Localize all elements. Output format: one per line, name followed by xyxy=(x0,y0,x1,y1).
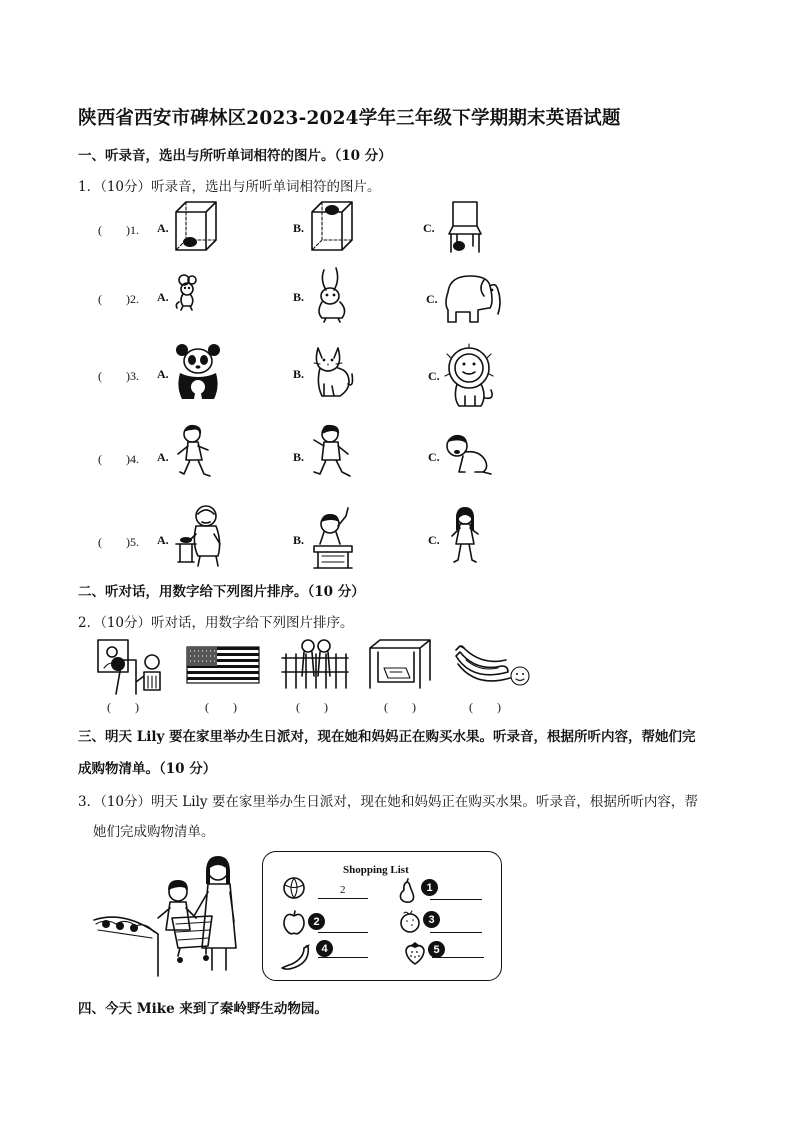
order-blank-1[interactable]: ( ) xyxy=(107,700,139,714)
answer-line-example[interactable] xyxy=(318,898,368,899)
box-ball-inside-icon xyxy=(172,200,222,252)
girl-running-icon xyxy=(176,424,212,488)
apple-icon xyxy=(282,910,306,936)
option-4a-label: A. xyxy=(157,450,169,464)
pear-icon xyxy=(398,878,416,904)
answer-blank-4[interactable]: ( )4. xyxy=(98,452,139,466)
section4-heading: 四、今天 Mike 来到了秦岭野生动物园。 xyxy=(78,1001,328,1017)
option-3a-label: A. xyxy=(157,367,169,381)
option-4c-label: C. xyxy=(428,450,440,464)
answer-line-2[interactable] xyxy=(318,932,368,933)
badge-1: 1 xyxy=(421,879,438,896)
shopping-list-title: Shopping List xyxy=(343,864,409,876)
example-answer: 2 xyxy=(340,884,346,896)
mother-daughter-shopping-icon xyxy=(94,852,244,976)
answer-blank-3[interactable]: ( )3. xyxy=(98,369,139,383)
rabbit-icon xyxy=(312,266,352,324)
badge-5: 5 xyxy=(428,941,445,958)
banana-icon xyxy=(280,944,312,972)
grandpa-at-table-icon xyxy=(174,504,228,568)
answer-line-4[interactable] xyxy=(318,957,368,958)
section2-heading: 二、听对话，用数字给下列图片排序。（10 分） xyxy=(78,584,365,600)
option-5b-label: B. xyxy=(293,533,305,547)
cat-icon xyxy=(310,344,356,402)
lion-icon xyxy=(445,344,497,408)
panda-icon xyxy=(174,343,222,401)
option-2c-label: C. xyxy=(426,292,438,306)
badge-3: 3 xyxy=(423,911,440,928)
section1-heading: 一、听录音，选出与所听单词相符的图片。（10 分） xyxy=(78,148,392,164)
section3-heading-line2: 成购物清单。（10 分） xyxy=(78,761,217,777)
desk-box-icon xyxy=(368,638,432,690)
answer-blank-5[interactable]: ( )5. xyxy=(98,535,139,549)
section3-question-line2: 她们完成购物清单。 xyxy=(93,824,215,840)
baby-crawling-icon xyxy=(445,432,495,480)
watermelon-icon xyxy=(282,876,306,900)
option-5c-label: C. xyxy=(428,533,440,547)
boy-at-desk-icon xyxy=(310,506,356,570)
badge-4: 4 xyxy=(316,940,333,957)
children-at-fence-icon xyxy=(280,636,350,688)
answer-blank-2[interactable]: ( )2. xyxy=(98,292,139,306)
chair-ball-under-icon xyxy=(445,200,485,254)
section3-heading-line1: 三、明天 Lily 要在家里举办生日派对，现在她和妈妈正在购买水果。听录音，根据所听内容，帮她们完 xyxy=(78,729,696,745)
girl-standing-icon xyxy=(448,506,482,566)
elephant-icon xyxy=(440,268,504,326)
order-blank-2[interactable]: ( ) xyxy=(205,700,237,714)
option-1a-label: A. xyxy=(157,221,169,235)
option-3c-label: C. xyxy=(428,369,440,383)
option-2b-label: B. xyxy=(293,290,305,304)
option-3b-label: B. xyxy=(293,367,305,381)
usa-flag-icon xyxy=(186,646,260,684)
option-2a-label: A. xyxy=(157,290,169,304)
section2-question: 2．（10分）听对话，用数字给下列图片排序。 xyxy=(78,615,354,631)
answer-line-5[interactable] xyxy=(432,957,484,958)
option-5a-label: A. xyxy=(157,533,169,547)
box-ball-on-icon xyxy=(308,200,358,252)
section3-question-line1: 3．（10分）明天 Lily 要在家里举办生日派对，现在她和妈妈正在购买水果。听录音，根据所听内容，帮 xyxy=(78,794,698,810)
badge-2: 2 xyxy=(308,913,325,930)
orange-icon xyxy=(398,910,422,934)
boy-running-icon xyxy=(312,424,352,486)
option-1c-label: C. xyxy=(423,221,435,235)
classroom-teacher-icon xyxy=(96,638,168,694)
page-title: 陕西省西安市碑林区2023-2024学年三年级下学期期末英语试题 xyxy=(78,108,621,129)
section1-question: 1．（10分）听录音，选出与所听单词相符的图片。 xyxy=(78,179,381,195)
order-blank-4[interactable]: ( ) xyxy=(384,700,416,714)
mouse-icon xyxy=(173,274,199,312)
answer-line-1[interactable] xyxy=(430,899,482,900)
order-blank-3[interactable]: ( ) xyxy=(296,700,328,714)
option-4b-label: B. xyxy=(293,450,305,464)
bananas-smiley-icon xyxy=(452,642,532,688)
answer-blank-1[interactable]: ( )1. xyxy=(98,223,139,237)
order-blank-5[interactable]: ( ) xyxy=(469,700,501,714)
option-1b-label: B. xyxy=(293,221,305,235)
strawberry-icon xyxy=(404,940,426,966)
answer-line-3[interactable] xyxy=(430,932,482,933)
